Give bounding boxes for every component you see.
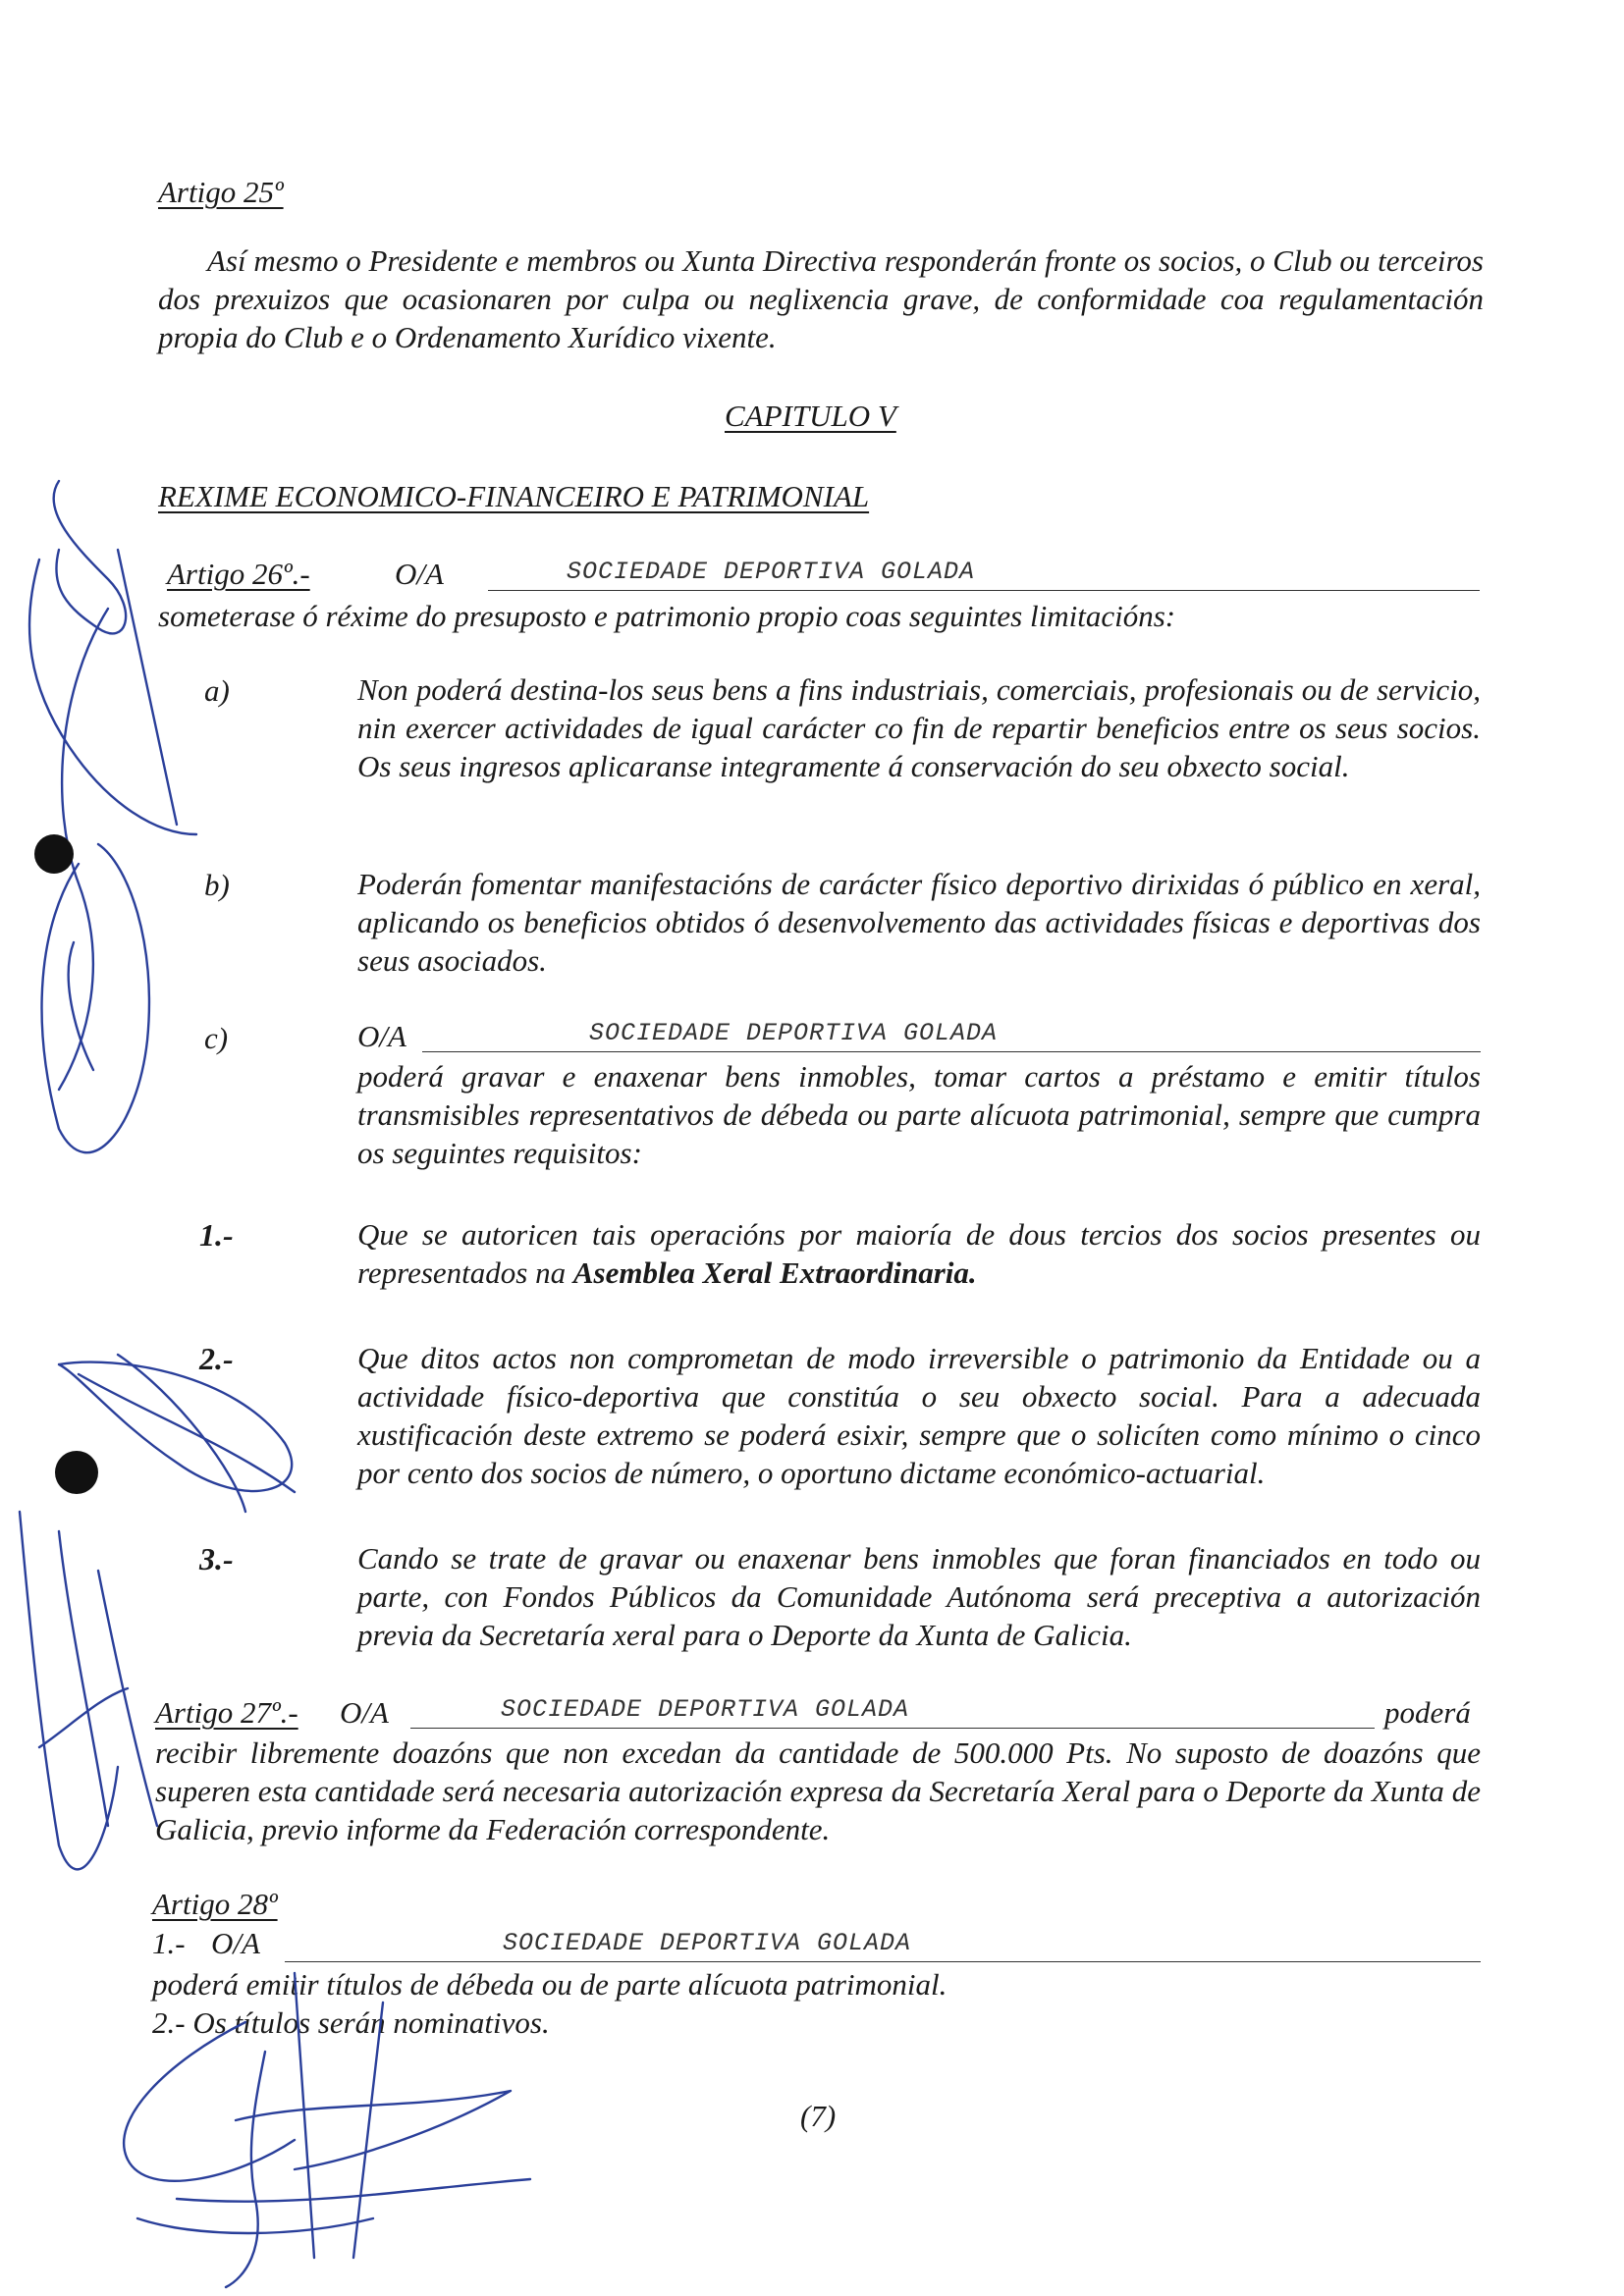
signature-stroke-19 bbox=[177, 2179, 530, 2202]
article-25-text: Así mesmo o Presidente e membros ou Xunta Directiva responderán fronte os socios, o Club ou terceiros dos prexuizos que ocasionaren por culpa ou neglixencia grave, de conformidade coa regulamentación propia do Club e o Ordenamento Xurídico vixente. bbox=[158, 243, 1484, 354]
article-27-oa-label: O/A bbox=[340, 1695, 389, 1730]
article-26-heading: Artigo 26º.- bbox=[167, 557, 310, 591]
article-26-oa-label: O/A bbox=[395, 557, 444, 591]
requirement-2-text: Que ditos actos non comprometan de modo irreversible o patrimonio da Entidade ou a actividade físico-deportiva que constitúa o seu obxecto social. Para a adecuada xustificación deste extremo se poderá esixir, sempre que o solicíten como mínimo o cinco por cento dos socios de número, o oportuno dictame económico-actuarial. bbox=[357, 1341, 1481, 1490]
item-c-label: c) bbox=[204, 1021, 229, 1055]
requirement-3-label: 3.- bbox=[199, 1541, 234, 1576]
signature-stroke-15 bbox=[226, 2052, 265, 2287]
signature-stroke-10 bbox=[20, 1512, 118, 1869]
signature-stroke-12 bbox=[98, 1571, 157, 1826]
signature-stroke-11 bbox=[59, 1531, 108, 1826]
article-25-heading: Artigo 25º bbox=[158, 175, 284, 209]
item-c-oa-label: O/A bbox=[357, 1019, 406, 1053]
article-26-entity-name: SOCIEDADE DEPORTIVA GOLADA bbox=[567, 558, 976, 586]
signature-stroke-9 bbox=[118, 1355, 245, 1512]
punch-hole-bottom bbox=[55, 1451, 98, 1494]
item-a-text: Non poderá destina-los seus bens a fins industriais, comerciais, profesionais ou de servicio, nin exercer actividades de igual carácter co fin de repartir beneficios entre os seus socios. Os seus ingresos aplicaranse integramente á conservación do seu obxecto social. bbox=[357, 672, 1481, 783]
article-28-heading: Artigo 28º bbox=[152, 1887, 278, 1921]
signature-stroke-5 bbox=[42, 844, 149, 1152]
chapter-title: CAPITULO V bbox=[725, 399, 896, 433]
chapter-subtitle: REXIME ECONOMICO-FINANCEIRO E PATRIMONIAL bbox=[158, 479, 870, 513]
item-c-text: poderá gravar e enaxenar bens inmobles, tomar cartos a préstamo e emitir títulos transmisibles representativos de débeda ou parte alícuota patrimonial, sempre que cumpra os seguintes requisitos: bbox=[357, 1059, 1481, 1170]
requirement-3-text: Cando se trate de gravar ou enaxenar bens inmobles que foran financiados en todo ou parte, con Fondos Públicos da Comunidade Autónoma será preceptiva a autorización previa da Secretaría xeral para o Deporte da Xunta de Galicia. bbox=[357, 1541, 1481, 1652]
article-28-oa-label: O/A bbox=[211, 1926, 260, 1960]
article-27-podera: poderá bbox=[1384, 1695, 1471, 1730]
article-28-item-1-prefix: 1.- bbox=[152, 1926, 186, 1960]
signature-stroke-1 bbox=[54, 481, 126, 633]
item-c-entity-name: SOCIEDADE DEPORTIVA GOLADA bbox=[589, 1019, 999, 1047]
article-27-entity-field bbox=[410, 1692, 1375, 1729]
article-28-entity-field bbox=[285, 1926, 1481, 1962]
signature-stroke-6 bbox=[69, 942, 93, 1070]
article-27-entity-name: SOCIEDADE DEPORTIVA GOLADA bbox=[501, 1695, 910, 1724]
requirement-1-label: 1.- bbox=[199, 1217, 234, 1253]
article-27-heading: Artigo 27º.- bbox=[155, 1695, 298, 1730]
signature-stroke-4 bbox=[59, 609, 108, 1090]
article-28-entity-name: SOCIEDADE DEPORTIVA GOLADA bbox=[503, 1929, 912, 1957]
signature-stroke-18 bbox=[236, 2091, 511, 2169]
item-c-entity-field bbox=[422, 1016, 1481, 1052]
article-28-item-1-text: poderá emitir títulos de débeda ou de parte alícuota patrimonial. bbox=[152, 1967, 947, 2002]
signature-stroke-14 bbox=[124, 2022, 295, 2181]
requirement-1-text-bold: Asemblea Xeral Extraordinaria. bbox=[572, 1255, 977, 1290]
signature-stroke-7 bbox=[59, 1362, 292, 1491]
requirement-1-text-main: Que se autoricen tais operacións por maioría de dous tercios dos socios presentes ou representados na bbox=[357, 1217, 1481, 1290]
article-26-entity-field bbox=[488, 555, 1480, 591]
requirement-1-text bbox=[357, 1215, 1481, 1292]
item-a-label: a) bbox=[204, 673, 230, 708]
signature-stroke-8 bbox=[79, 1374, 295, 1492]
signature-stroke-20 bbox=[137, 2218, 373, 2233]
article-28-item-2-text: 2.- Os títulos serán nominativos. bbox=[152, 2005, 550, 2040]
item-b-label: b) bbox=[204, 868, 230, 902]
signature-stroke-13 bbox=[39, 1688, 128, 1747]
requirement-2-label: 2.- bbox=[199, 1341, 234, 1376]
page-number: (7) bbox=[800, 2099, 837, 2133]
punch-hole-top bbox=[34, 834, 74, 874]
item-b-text: Poderán fomentar manifestacións de carácter físico deportivo dirixidas ó público en xeral, aplicando os beneficios obtidos ó desenvolvemento das actividades físicas e deportivas dos seus asociados. bbox=[357, 867, 1481, 978]
article-26-text: someterase ó réxime do presuposto e patrimonio propio coas seguintes limitacións: bbox=[158, 599, 1176, 633]
article-27-text: recibir libremente doazóns que non excedan da cantidade de 500.000 Pts. No suposto de doazóns que superen esta cantidade será necesaria autorización expresa da Secretaría Xeral para o Deporte da Xunta de Galicia, previo informe da Federación correspondente. bbox=[155, 1735, 1481, 1846]
